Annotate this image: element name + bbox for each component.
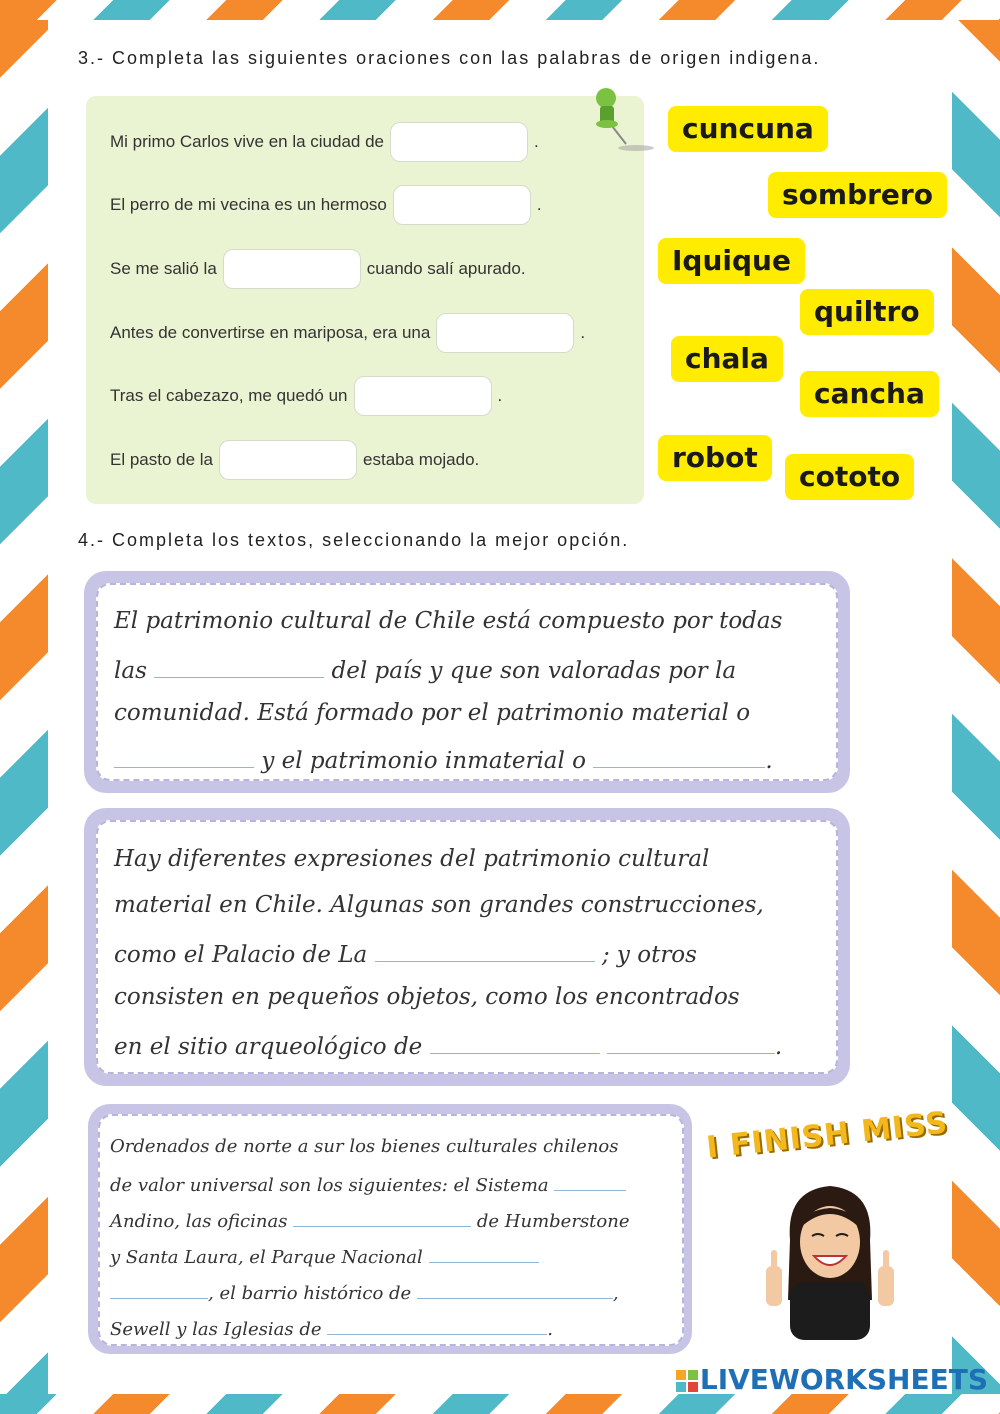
text3-blank-3[interactable]: [429, 1244, 539, 1263]
text3-line5: [110, 1280, 619, 1304]
text1-line1: El patrimonio cultural de Chile está compuesto por todas: [114, 608, 783, 634]
text1-line4-mid: y el patrimonio inmaterial o: [261, 748, 587, 774]
drop-target-1[interactable]: [390, 122, 528, 162]
text1-line2-end: del país y que son valoradas por la: [331, 658, 737, 684]
sentence-text: Se me salió la: [110, 259, 217, 278]
drop-target-5[interactable]: [354, 376, 492, 416]
text3-line2-text: de valor universal son los siguientes: el Sistema: [110, 1175, 549, 1196]
section3-heading: 3.- Completa las siguientes oraciones con las palabras de origen indigena.: [78, 48, 821, 68]
drop-target-4[interactable]: [436, 313, 574, 353]
finish-banner: I FINISH MISS: [704, 1105, 950, 1166]
word-chip-chala[interactable]: chala: [671, 336, 783, 382]
sentence-text: .: [497, 386, 503, 405]
sentence-text: El pasto de la: [110, 450, 214, 469]
text3-blank-4[interactable]: [110, 1280, 208, 1299]
text3-line6-end: .: [547, 1319, 553, 1340]
airmail-border-bottom: [0, 1394, 1000, 1414]
text1-line2: [114, 654, 736, 684]
word-chip-quiltro[interactable]: quiltro: [800, 289, 934, 335]
text3-blank-2[interactable]: [293, 1208, 471, 1227]
sentence-4: [110, 313, 585, 353]
drop-target-2[interactable]: [393, 185, 531, 225]
drop-target-3[interactable]: [223, 249, 361, 289]
text2-line3-start: como el Palacio de La: [114, 942, 368, 968]
sentence-text: .: [536, 195, 542, 214]
text3-line2: [110, 1172, 626, 1196]
text2-line4: consisten en pequeños objetos, como los encontrados: [114, 984, 740, 1010]
word-chip-cototo[interactable]: cototo: [785, 454, 914, 500]
drop-target-6[interactable]: [219, 440, 357, 480]
teacher-avatar-icon: [760, 1170, 900, 1340]
text1-line4-end: .: [765, 748, 773, 774]
text1-line2-start: las: [114, 658, 147, 684]
text3-line3: [110, 1208, 630, 1232]
text3-line5-end: ,: [612, 1283, 619, 1304]
logo-text: LIVEWORKSHEETS: [699, 1363, 988, 1396]
sentence-text: Tras el cabezazo, me quedó un: [110, 386, 348, 405]
text1-blank-3[interactable]: [593, 744, 765, 768]
text2-line2: material en Chile. Algunas son grandes construcciones,: [114, 892, 764, 918]
text3-line1: Ordenados de norte a sur los bienes culturales chilenos: [110, 1136, 619, 1157]
text2-line3: [114, 938, 697, 968]
section4-heading: 4.- Completa los textos, seleccionando la mejor opción.: [78, 530, 630, 550]
text2-blank-3[interactable]: [607, 1030, 775, 1054]
text2-blank-1[interactable]: [375, 938, 595, 962]
airmail-border-left: [0, 0, 48, 1414]
text2-line1: Hay diferentes expresiones del patrimonio cultural: [114, 846, 710, 872]
sentence-5: [110, 376, 502, 416]
word-chip-robot[interactable]: robot: [658, 435, 772, 481]
text1-line3: comunidad. Está formado por el patrimonio material o: [114, 700, 751, 726]
text1-blank-1[interactable]: [154, 654, 324, 678]
text2-line5-end: .: [774, 1034, 783, 1060]
text2-line3-end: ; y otros: [601, 942, 697, 968]
text2-line5: [114, 1030, 782, 1060]
sentence-text: El perro de mi vecina es un hermoso: [110, 195, 387, 214]
sentence-text: cuando salí apurado.: [366, 259, 526, 278]
text1-blank-2[interactable]: [114, 744, 254, 768]
sentence-6: [110, 440, 479, 480]
word-chip-cuncuna[interactable]: cuncuna: [668, 106, 828, 152]
sentence-1: [110, 122, 539, 162]
sentence-2: [110, 185, 542, 225]
text3-blank-6[interactable]: [327, 1316, 547, 1335]
text3-blank-1[interactable]: [554, 1172, 626, 1191]
text3-line4: [110, 1244, 539, 1268]
sentence-text: .: [580, 323, 586, 342]
sentence-text: Mi primo Carlos vive en la ciudad de: [110, 132, 385, 151]
text3-line3-start: Andino, las oficinas: [110, 1211, 288, 1232]
sentence-text: estaba mojado.: [363, 450, 480, 469]
word-chip-iquique[interactable]: Iquique: [658, 238, 805, 284]
airmail-border-top: [0, 0, 1000, 20]
liveworksheets-logo: [676, 1363, 988, 1396]
word-chip-cancha[interactable]: cancha: [800, 371, 939, 417]
text3-line5-text: , el barrio histórico de: [208, 1283, 412, 1304]
airmail-border-right: [952, 0, 1000, 1414]
text3-blank-5[interactable]: [417, 1280, 613, 1299]
pushpin-icon: [590, 86, 670, 166]
sentence-3: [110, 249, 526, 289]
text2-blank-2[interactable]: [430, 1030, 600, 1054]
text3-line6-start: Sewell y las Iglesias de: [110, 1319, 322, 1340]
logo-mark-icon: [676, 1370, 698, 1392]
word-chip-sombrero[interactable]: sombrero: [768, 172, 947, 218]
text3-line3-end: de Humberstone: [476, 1211, 630, 1232]
sentence-text: .: [534, 132, 539, 151]
text3-line6: [110, 1316, 553, 1340]
text1-line4: [114, 744, 773, 774]
text3-line4-text: y Santa Laura, el Parque Nacional: [110, 1247, 423, 1268]
text2-line5-start: en el sitio arqueológico de: [114, 1034, 423, 1060]
sentence-text: Antes de convertirse en mariposa, era una: [110, 323, 431, 342]
